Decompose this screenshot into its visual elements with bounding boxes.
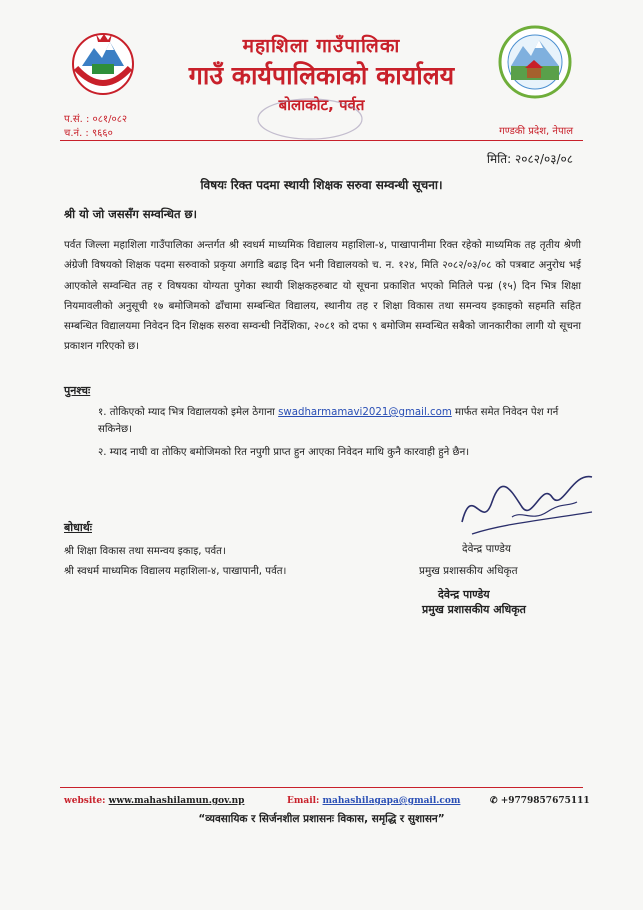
fyi-heading: बोधार्थः [64,521,92,534]
website-link[interactable]: www.mahashilamun.gov.np [108,796,245,806]
fyi-item: श्री शिक्षा विकास तथा समन्वय इकाइ, पर्वत। [64,546,226,557]
letter-date: मिति: २०८२/०३/०८ [486,152,573,166]
province-label: गण्डकी प्रदेश, नेपाल [499,126,573,137]
postscript-item-2: २. म्याद नाघी वा तोकिए बमोजिमको रित नपुगी प्राप्त हुन आएका निवेदन माथि कुनै कारवाही हुने छैन। [98,447,470,458]
organization-name: महाशिला गाउँपालिका [242,35,401,57]
handwritten-signature-icon [452,462,602,542]
footer-divider [60,787,583,788]
stamp-name: देवेन्द्र पाण्डेय [438,588,490,601]
email-link[interactable]: mahashilagapa@gmail.com [322,796,461,806]
school-email-link[interactable]: swadharmamavi2021@gmail.com [278,407,452,418]
email-label: Email: [287,796,320,806]
postscript-item-1-tail: मार्फत समेत निवेदन पेश गर्न सकिनेछ। [98,407,559,435]
footer-phone [490,796,590,806]
postscript-heading: पुनश्चः [64,384,91,397]
office-seal-icon [255,96,365,142]
phone-icon: ✆ [490,796,498,806]
signatory-title: प्रमुख प्रशासकीय अधिकृत [419,565,518,577]
office-name: गाउँ कार्यपालिकाको कार्यालय [188,61,455,90]
office-address: बोलाकोट, पर्वत [278,96,365,114]
footer-email [287,796,460,806]
header-divider [60,140,583,141]
letter-number-ref: च.नं. : ९६६० [64,128,113,139]
postscript-item-1 [98,404,568,438]
stamp-title: प्रमुख प्रशासकीय अधिकृत [422,603,526,616]
website-label: website: [64,796,106,806]
fyi-item: श्री स्वधर्म माध्यमिक विद्यालय महाशिला-४, पाखापानी, पर्वत। [64,566,287,577]
body-paragraph: पर्वत जिल्ला महाशिला गाउँपालिका अन्तर्गत श्री स्वधर्म माध्यमिक विद्यालय महाशिला-४, पाखापानीमा रिक्त रहेको माध्यमिक तह तृतीय श्रेणी अंग्रेजी विषयको शिक्षक पदमा सरुवाको प्रकृया अगाडि बढाइ दिन भनी विद्यालयको च. न. १२४, मिति २०८२/०३/०८ को पत्रबाट अनुरोध भई आएकोले सम्वन्धित तह र विषयका योग्यता पुगेका स्थायी शिक्षकहरुबाट यो सूचना प्रकाशित भएको मितिले पन्ध्र (१५) दिन भित्र शिक्षा नियमावलीको अनुसूची १७ बमोजिमको ढाँचामा सम्बन्धित विद्यालय, स्थानीय तह र शिक्षा विकास तथा समन्वय इकाइको सहमति सहित सम्बन्धित विद्यालयमा निवेदन दिन शिक्षक सरुवा सम्वन्धी निर्देशिका, २०८१ को दफा ९ बमोजिम सम्वन्धित सबैको जानकारीका लागी यो सूचना प्रकाशन गरिएको छ। [64,240,581,353]
municipality-logo-icon [497,24,573,100]
postscript-item-1-text: १. तोकिएको म्याद भित्र विद्यालयको इमेल ठेगाना [98,407,279,418]
salutation: श्री यो जो जससँग सम्वन्धित छ। [64,207,197,221]
footer-website [64,796,244,806]
signatory-name: देवेन्द्र पाण्डेय [462,543,511,555]
footer-slogan: “व्यवसायिक र सिर्जनशील प्रशासनः विकास, समृद्धि र सुशासन” [198,813,445,825]
nepal-emblem-icon [68,28,138,98]
fiscal-year-ref: प.सं. : ०८१/०८२ [64,114,128,125]
phone-number: +9779857675111 [500,796,590,806]
letter-subject: विषयः रिक्त पदमा स्थायी शिक्षक सरुवा सम्वन्धी सूचना। [200,178,443,192]
